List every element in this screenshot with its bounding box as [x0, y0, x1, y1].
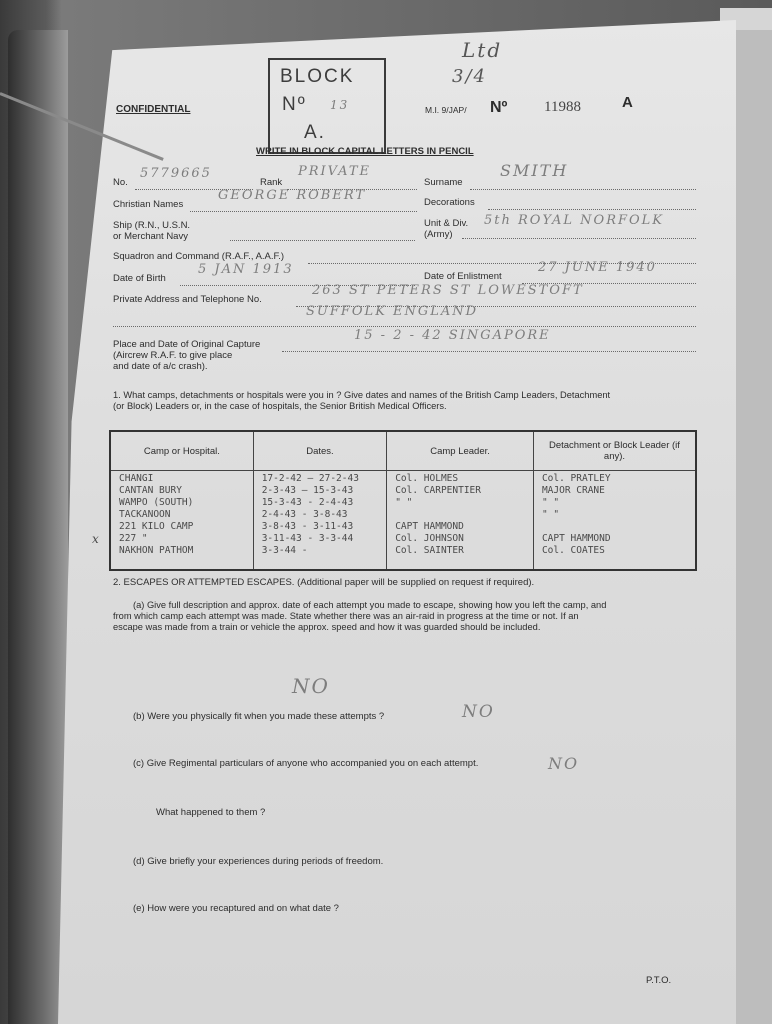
q2-title: 2. ESCAPES OR ATTEMPTED ESCAPES. (Additional paper will be supplied on request if required). — [113, 577, 535, 588]
stamp-no-value: 13 — [330, 98, 350, 112]
list-item: 15-3-43 - 2-4-43 — [261, 497, 354, 508]
rank-label: Rank — [260, 177, 283, 188]
list-item: 3-11-43 - 3-3-44 — [261, 533, 354, 544]
capture-label-2: (Aircrew R.A.F. to give place — [113, 350, 233, 361]
enlistment-label: Date of Enlistment — [424, 271, 502, 282]
number-label: Nº — [490, 99, 508, 116]
capture-label-3: and date of a/c crash). — [113, 361, 208, 372]
q1-text-2: (or Block) Leaders or, in the case of hospitals, the Senior British Medical Officers. — [113, 401, 447, 411]
list-item: 2-3-43 — 15-3-43 — [261, 485, 354, 496]
list-item: 3-3-44 - — [261, 545, 308, 556]
q2-c: (c) Give Regimental particulars of anyone who accompanied you on each attempt. — [133, 758, 479, 769]
header-dates: Dates. — [253, 431, 387, 471]
under-sheet-edge — [735, 30, 772, 1024]
q2-c-answer: NO — [548, 754, 580, 773]
squadron-label: Squadron and Command (R.A.F., A.A.F.) — [113, 251, 285, 262]
christian-names-value: GEORGE ROBERT — [218, 188, 367, 203]
stamp-block-text: BLOCK — [280, 66, 355, 87]
address-value-1: 263 ST PETERS ST LOWESTOFT — [312, 283, 584, 298]
list-item: 2-4-43 - 3-8-43 — [261, 509, 348, 520]
header-camp-leader: Camp Leader. — [387, 431, 534, 471]
camps-table — [109, 430, 697, 571]
header-detachment: Detachment or Block Leader (if any). — [533, 431, 696, 471]
q2-a-line-1: (a) Give full description and approx. date of each attempt you made to escape, showing how you left the camp, and — [133, 600, 607, 610]
q2-e: (e) How were you recaptured and on what date ? — [133, 903, 339, 914]
list-item: 221 KILO CAMP — [119, 521, 194, 532]
ship-label-1: Ship (R.N., U.S.N. — [113, 220, 191, 231]
rank-value: PRIVATE — [298, 164, 372, 179]
list-item: 227 " — [119, 533, 148, 544]
decorations-line — [488, 209, 696, 210]
surname-label: Surname — [424, 177, 463, 188]
camps-table-header — [110, 431, 696, 471]
list-item: MAJOR CRANE — [541, 485, 605, 496]
list-item: CAPT HAMMOND — [395, 521, 464, 532]
list-item — [395, 509, 533, 521]
list-item: Col. COATES — [541, 545, 605, 556]
table-row — [110, 471, 696, 571]
address-line-2 — [113, 326, 696, 327]
form-suffix: A — [622, 94, 633, 111]
capture-value: 15 - 2 - 42 SINGAPORE — [354, 328, 551, 343]
stamp-no-text: Nº — [282, 94, 307, 115]
list-item: WAMPO (SOUTH) — [119, 497, 194, 508]
form-number: 11988 — [544, 99, 581, 115]
q2-a-line-2: from which camp each attempt was made. State whether there was an air-raid in progress at the time or not. If an — [113, 611, 579, 621]
capture-label-1: Place and Date of Original Capture — [113, 339, 261, 350]
list-item: Col. JOHNSON — [395, 533, 464, 544]
camp-cell — [110, 471, 253, 571]
list-item: " " — [541, 509, 560, 520]
enlistment-value: 27 JUNE 1940 — [538, 260, 657, 275]
stamp-letter: A. — [304, 122, 326, 143]
surname-line — [470, 189, 696, 190]
q2-d: (d) Give briefly your experiences during periods of freedom. — [133, 856, 384, 867]
binder-spine — [8, 30, 68, 1024]
address-label: Private Address and Telephone No. — [113, 294, 262, 305]
capture-line — [282, 351, 696, 352]
dob-value: 5 JAN 1913 — [198, 262, 294, 277]
unit-label-2: (Army) — [424, 229, 453, 240]
list-item: 17-2-42 — 27-2-43 — [261, 473, 359, 484]
header-camp: Camp or Hospital. — [110, 431, 253, 471]
christian-names-line — [190, 211, 417, 212]
q2-a-line-3: escape was made from a train or vehicle the approx. speed and how it was guarded should be included. — [113, 622, 541, 632]
form-reference: M.I. 9/JAP/ — [425, 105, 467, 115]
ship-label-2: or Merchant Navy — [113, 231, 188, 242]
pencil-mark-fraction: 3/4 — [452, 66, 487, 87]
dob-label: Date of Birth — [113, 273, 166, 284]
pto-label: P.T.O. — [646, 975, 672, 986]
list-item: CHANGI — [119, 473, 154, 484]
address-value-2: SUFFOLK ENGLAND — [306, 304, 479, 319]
list-item: Col. PRATLEY — [541, 473, 611, 484]
margin-mark: x — [92, 532, 100, 546]
dates-cell — [253, 471, 387, 571]
list-item: CAPT HAMMOND — [541, 533, 611, 544]
q2-b: (b) Were you physically fit when you made these attempts ? — [133, 711, 385, 722]
list-item: " " — [541, 497, 560, 508]
list-item: Col. HOLMES — [395, 473, 459, 484]
instruction-heading: WRITE IN BLOCK CAPITAL LETTERS IN PENCIL — [256, 146, 474, 157]
unit-line — [462, 238, 696, 239]
list-item: 3-8-43 - 3-11-43 — [261, 521, 354, 532]
confidential-label: CONFIDENTIAL — [116, 104, 191, 115]
unit-label-1: Unit & Div. — [424, 218, 469, 229]
q2-a-answer: NO — [292, 674, 330, 698]
list-item: NAKHON PATHOM — [119, 545, 194, 556]
list-item: " " — [395, 497, 413, 508]
unit-value: 5th ROYAL NORFOLK — [484, 213, 665, 228]
surname-value: SMITH — [500, 161, 569, 180]
q1-text-1: 1. What camps, detachments or hospitals were you in ? Give dates and names of the British Camp Leaders, Detachment — [113, 390, 611, 400]
no-label: No. — [113, 177, 128, 188]
list-item — [542, 521, 695, 533]
decorations-label: Decorations — [424, 197, 475, 208]
ship-line — [230, 240, 415, 241]
no-value: 5779665 — [140, 166, 212, 181]
leader-cell — [387, 471, 534, 571]
christian-names-label: Christian Names — [113, 199, 184, 210]
list-item: Col. SAINTER — [395, 545, 464, 556]
q2-c-followup: What happened to them ? — [156, 807, 266, 818]
detachment-cell — [533, 471, 696, 571]
list-item: TACKANOON — [119, 509, 171, 520]
list-item: Col. CARPENTIER — [395, 485, 481, 496]
block-stamp — [268, 58, 386, 154]
list-item: CANTAN BURY — [119, 485, 182, 496]
q2-b-answer: NO — [462, 702, 495, 722]
pencil-mark-ltd: Ltd — [462, 38, 503, 62]
